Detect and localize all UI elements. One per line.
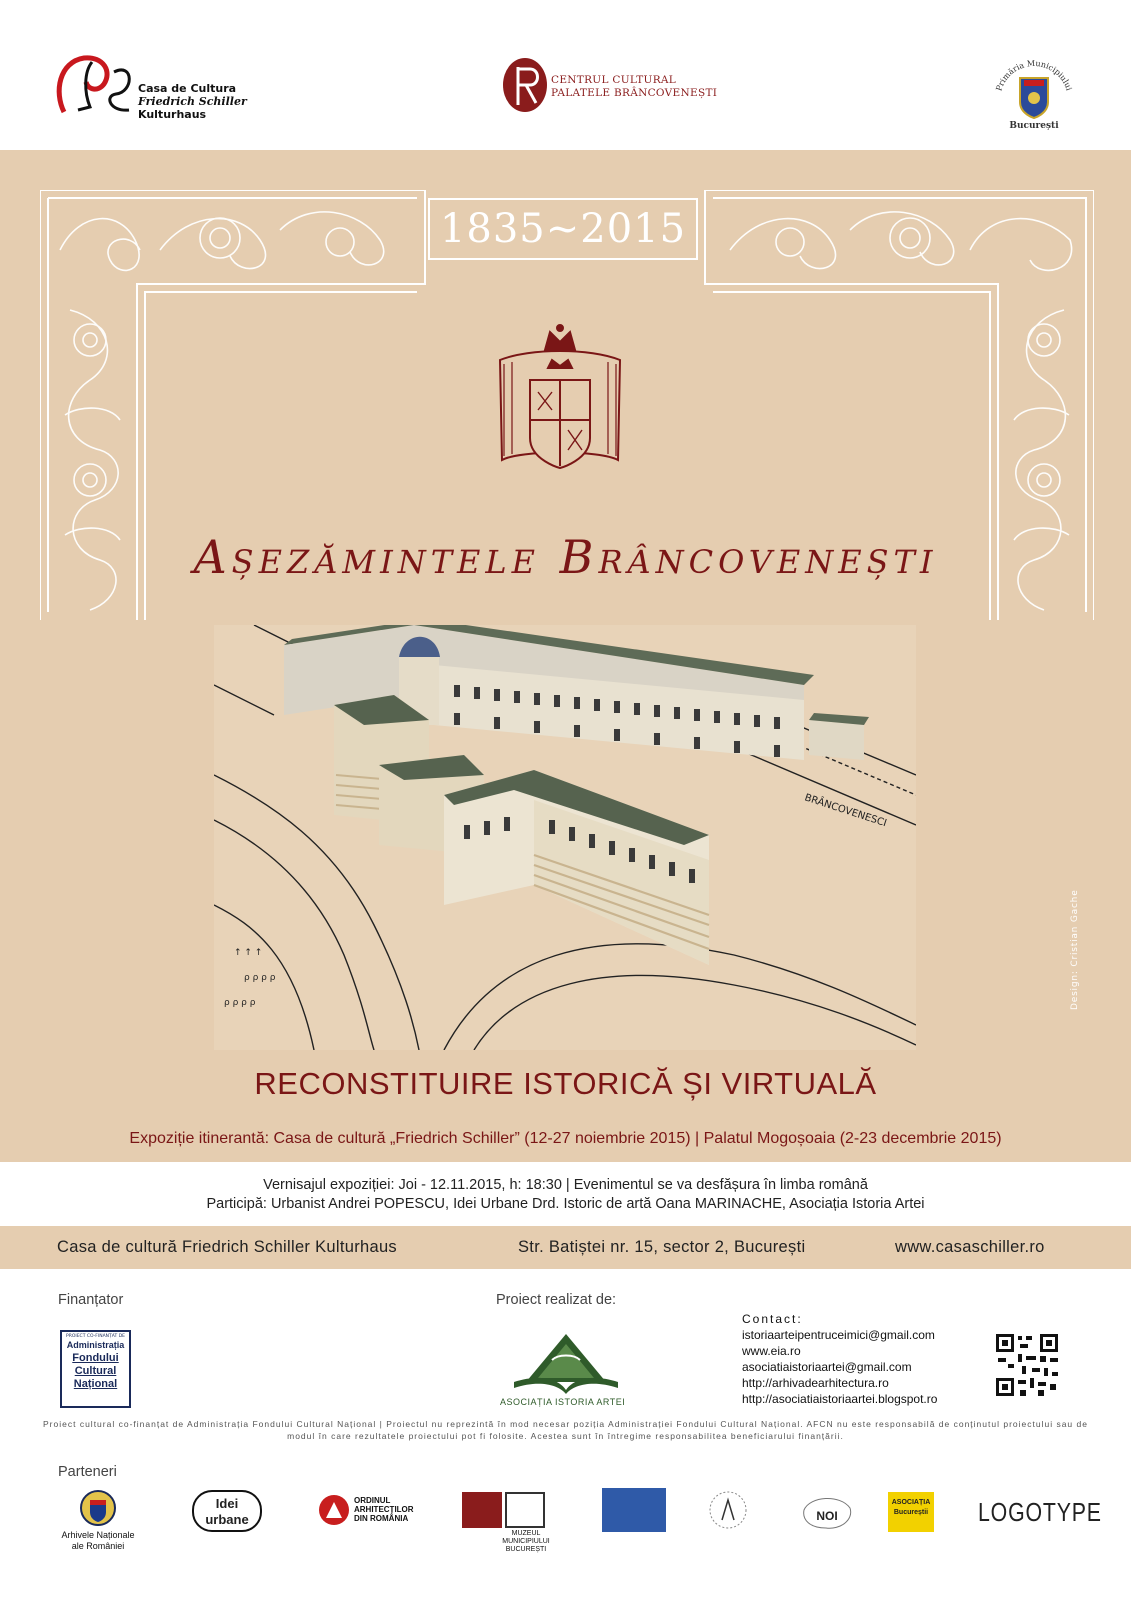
- svg-text:ρ ρ ρ ρ: ρ ρ ρ ρ: [224, 998, 256, 1008]
- svg-text:Primăria Municipiului: Primăria Municipiului: [994, 58, 1074, 93]
- vernisaj-text: Vernisajul expoziției: Joi - 12.11.2015, h: 18:30 | Evenimentul se va desfășura în limba română: [263, 1177, 868, 1193]
- logotype-logo: LOGOTYPE: [978, 1497, 1102, 1527]
- qr-code-icon: [994, 1332, 1060, 1398]
- participa-text: Participă: Urbanist Andrei POPESCU, Idei Urbane Drd. Istoric de artă Oana MARINACHE, Asociația Istoria Artei: [206, 1196, 925, 1212]
- arhivele-nationale-text: Arhivele Naționale ale României: [61, 1530, 135, 1551]
- oar-logo-icon: [318, 1494, 350, 1526]
- contact-website-blog[interactable]: http://asociatiaistoriaartei.blogspot.ro: [742, 1392, 938, 1406]
- main-title: Așezămintele Brâncovenești: [193, 530, 938, 584]
- asociatia-bucurestii-logo: ASOCIAȚIA Bucureștii: [888, 1492, 934, 1532]
- arhivele-nationale-logo-icon: [80, 1490, 116, 1526]
- realizat-label: Proiect realizat de:: [496, 1292, 617, 1308]
- muzeul-logo: [505, 1492, 545, 1528]
- subtitle: RECONSTITUIRE ISTORICĂ ȘI VIRTUALĂ: [254, 1066, 877, 1101]
- venue-street: Str. Batiștei nr. 15, sector 2, București: [518, 1238, 806, 1256]
- svg-text:↑ ↑ ↑: ↑ ↑ ↑: [234, 948, 263, 958]
- svg-text:NOI: NOI: [816, 1509, 838, 1523]
- oar-text: ORDINUL ARHITECȚILOR DIN ROMÂNIA: [354, 1496, 414, 1523]
- finantator-label: Finanțator: [58, 1292, 124, 1308]
- svg-text:București: București: [1009, 121, 1059, 130]
- centru-cultural-logo-icon: [502, 57, 548, 114]
- event-info: [0, 1176, 1131, 1214]
- vechi-noi-logo-icon: [800, 1490, 854, 1532]
- svg-text:BRÂNCOVENESCI: BRÂNCOVENESCI: [803, 792, 888, 830]
- palatul-logo: [462, 1492, 502, 1528]
- parteneri-label: Parteneri: [58, 1464, 117, 1480]
- schiller-logo-icon: [54, 52, 139, 117]
- years-text: 1835~2015: [439, 206, 687, 252]
- contact-website-arhiva[interactable]: http://arhivadearhitectura.ro: [742, 1376, 889, 1390]
- disclaimer-text: Proiect cultural co-finanțat de Administrația Fondului Cultural Național | Proiectul nu reprezintă în mod necesar poziția Administrației Fondului Cultural Național. AFCN nu este responsabilă de conținutul proiectului sau de modul în care rezultatele proiectului pot fi folosite. Acestea sunt în întregime responsabilitea beneficiarului finanțării.: [43, 1419, 1088, 1441]
- coat-of-arms-icon: [490, 320, 630, 490]
- partner-blue-logo: [602, 1488, 666, 1532]
- design-credit: Design: Cristian Gache: [1070, 889, 1080, 1010]
- contact-email-2[interactable]: asociatiaistoriaartei@gmail.com: [742, 1360, 912, 1374]
- years-box: [428, 198, 698, 260]
- asociatia-istoria-artei-name: ASOCIAȚIA ISTORIA ARTEI: [500, 1397, 626, 1407]
- venue-website-link[interactable]: www.casaschiller.ro: [895, 1238, 1045, 1256]
- svg-text:ρ ρ ρ ρ: ρ ρ ρ ρ: [244, 973, 276, 983]
- circular-partner-logo-icon: [708, 1490, 748, 1530]
- muzeul-text: MUZEUL MUNICIPIULUI BUCUREȘTI: [502, 1530, 550, 1553]
- centru-cultural-text: CENTRUL CULTURAL PALATELE BRÂNCOVENEȘTI: [551, 74, 718, 99]
- schiller-logo-text: Casa de Cultura Friedrich Schiller Kulturhaus: [138, 82, 247, 121]
- asociatia-istoria-artei-logo-icon: [508, 1330, 624, 1396]
- contact-title: Contact:: [742, 1312, 803, 1326]
- venue-name: Casa de cultură Friedrich Schiller Kulturhaus: [57, 1238, 397, 1256]
- contact-block: [742, 1311, 937, 1407]
- contact-email-1[interactable]: istoriaarteipentruceimici@gmail.com: [742, 1328, 935, 1342]
- afcn-logo: PROIECT CO-FINANȚAT DE Administrația Fondului Cultural Național: [60, 1330, 131, 1408]
- primaria-bucuresti-crest-icon: [992, 56, 1076, 130]
- building-reconstruction-image: [214, 625, 916, 1050]
- idei-urbane-logo: Idei urbane: [192, 1490, 262, 1532]
- contact-website-eia[interactable]: www.eia.ro: [742, 1344, 801, 1358]
- exhibition-details: Expoziție itinerantă: Casa de cultură „Friedrich Schiller” (12-27 noiembrie 2015) | Palatul Mogoșoaia (2-23 decembrie 2015): [129, 1130, 1002, 1147]
